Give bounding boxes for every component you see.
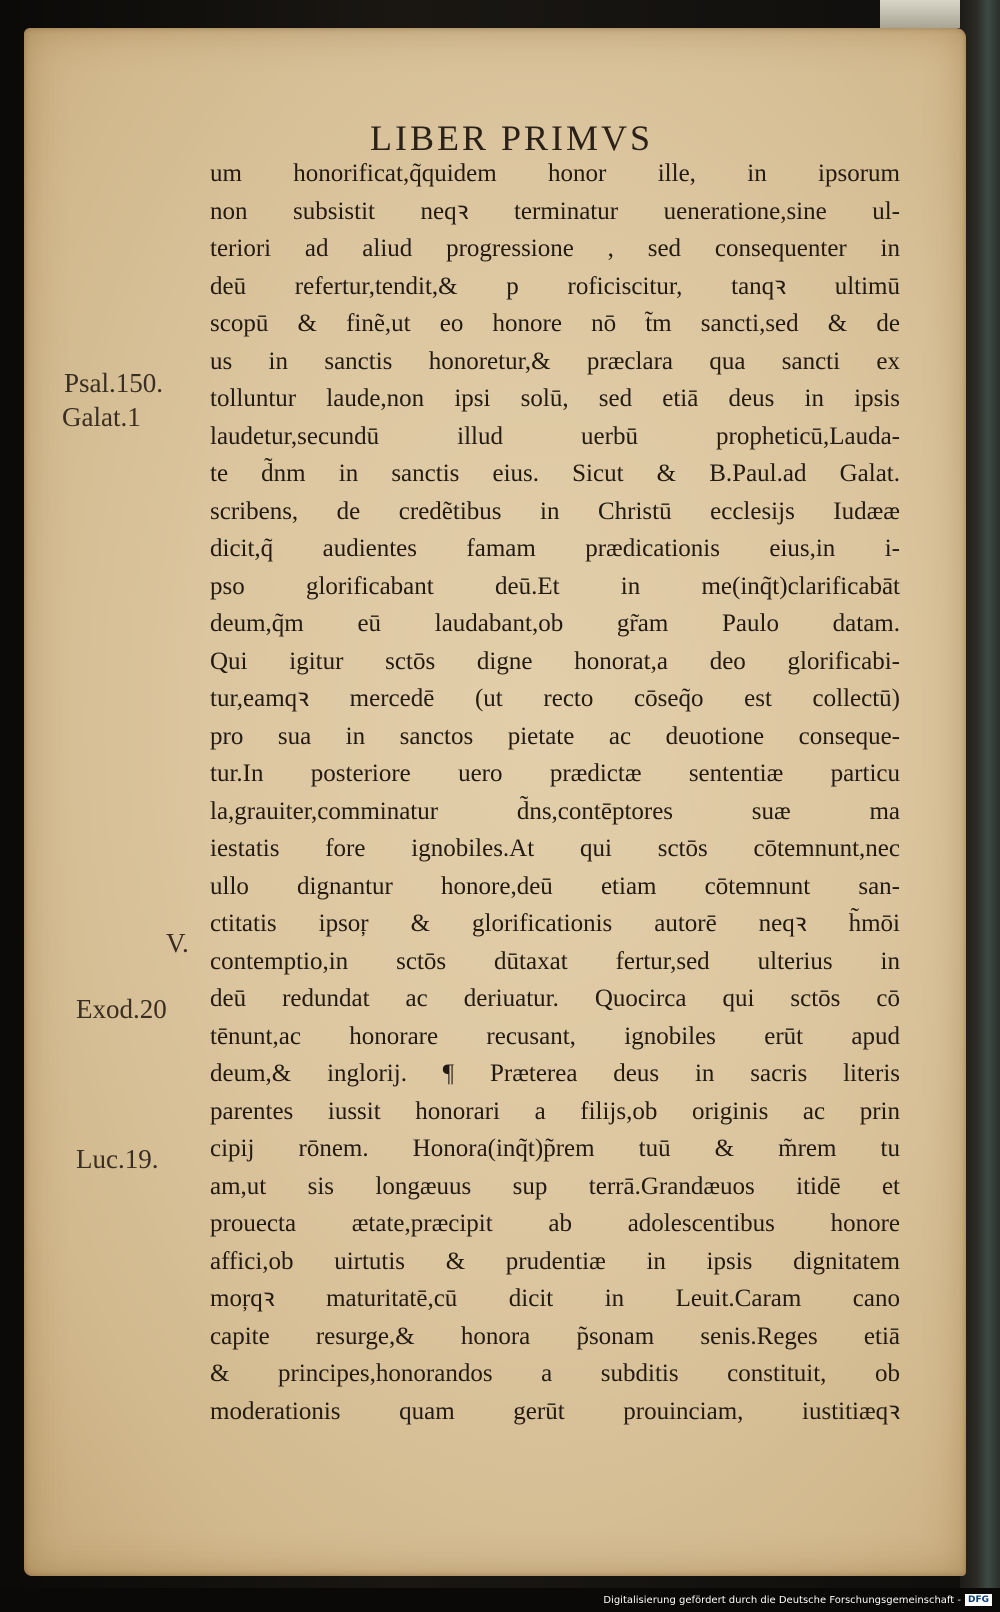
text-line: dicit,q̃ audientes famam prædicationis eius,in i- [210,535,900,562]
text-line: & principes,honorandos a subditis constituit, ob [210,1360,900,1387]
credit-text: Digitalisierung gefördert durch die Deutsche Forschungsgemeinschaft - [603,1595,961,1606]
text-line: parentes iussit honorari a filijs,ob originis ac prin [210,1097,900,1125]
text-line: capite resurge,& honora p̃sonam senis.Reges etiā [210,1322,900,1350]
text-line: moderationis quam gerūt prouinciam, iustitiæqꝛ [210,1397,900,1425]
marginal-note-exod: Exod.20 [76,994,167,1024]
text-line: contemptio,in sctōs dūtaxat fertur,sed ulterius in [210,947,900,975]
text-line: prouecta ætate,præcipit ab adolescentibus honore [210,1210,900,1237]
text-line: us in sanctis honoretur,& præclara qua sancti ex [210,347,900,375]
book-edge-right [960,0,1000,1590]
text-line: cipij rōnem. Honora(inq̃t)p̃rem tuū & m̃rem tu [210,1135,900,1162]
marginal-note-galat: Galat.1 [62,402,141,432]
text-line: tēnunt,ac honorare recusant, ignobiles erūt apud [210,1022,900,1050]
text-line: iestatis fore ignobiles.At qui sctōs cōtemnunt,nec [210,835,900,862]
text-line: deū refertur,tendit,& p roficiscitur, tanqꝛ ultimū [210,272,900,300]
dfg-logo: DFG [965,1594,992,1606]
text-line: affici,ob uirtutis & prudentiæ in ipsis dignitatem [210,1247,900,1275]
marginal-note-psal: Psal.150. [64,368,164,398]
text-line: scribens, de credẽtibus in Christū ecclesijs Iudææ [210,497,900,525]
text-line: te d̃nm in sanctis eius. Sicut & B.Paul.ad Galat. [210,460,900,487]
text-line: Qui igitur sctōs digne honorat,a deo glorificabi- [210,647,900,675]
text-line: laudetur,secundū illud uerbū propheticū,Lauda- [210,422,900,450]
text-line: moŗqꝛ maturitatē,cū dicit in Leuit.Caram cano [210,1285,900,1312]
text-line: tolluntur laude,non ipsi solū, sed etiā deus in ipsis [210,385,900,412]
running-head: LIBER PRIMVS [370,118,654,158]
text-line: ctitatis ipsoŗ & glorificationis autorē neqꝛ h̃mōi [210,910,900,937]
text-line: scopū & finẽ,ut eo honore nō t̃m sancti,sed & de [210,310,900,337]
text-line: tur.In posteriore uero prædictæ sententiæ particu [210,760,900,787]
marginal-note-luc: Luc.19. [76,1144,159,1174]
text-line: pso glorificabant deū.Et in me(inq̃t)clarificabāt [210,572,900,600]
text-line: deum,q̃m eū laudabant,ob gr̃am Paulo datam. [210,610,900,637]
marginal-note-v: V. [166,928,189,958]
text-line: pro sua in sanctos pietate ac deuotione conseque- [210,722,900,750]
text-line: deū redundat ac deriuatur. Quocirca qui sctōs cō [210,985,900,1012]
text-line: tur,eamqꝛ mercedē (ut recto cōseq̃o est collectū) [210,685,900,712]
text-line: la,grauiter,comminatur d̃ns,contēptores suæ ma [210,797,900,825]
digitization-credit [560,1592,992,1610]
text-line: um honorificat,q̃quidem honor ille, in ipsorum [210,160,900,187]
text-line: am,ut sis longæuus sup terrā.Grandæuos itidē et [210,1172,900,1200]
text-line: deum,& inglorij. ¶ Præterea deus in sacris literis [210,1060,900,1087]
text-line: teriori ad aliud progressione , sed consequenter in [210,235,900,262]
text-block [210,155,900,1430]
text-line: non subsistit neqꝛ terminatur ueneratione,sine ul- [210,197,900,225]
text-line: ullo dignantur honore,deū etiam cōtemnunt san- [210,872,900,900]
